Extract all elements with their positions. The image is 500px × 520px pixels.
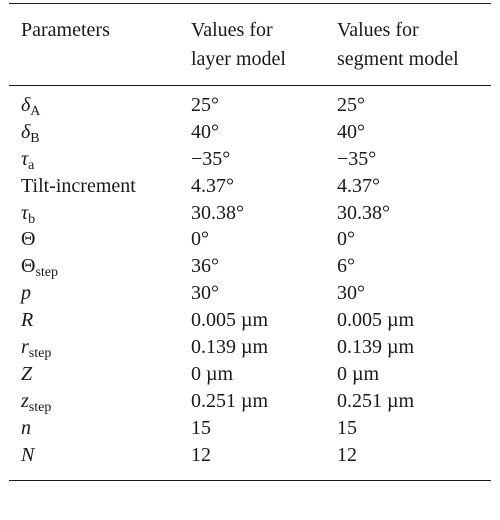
parameter-symbol: n: [21, 416, 31, 439]
table-row: [9, 119, 491, 146]
parameter-subscript: b: [28, 211, 36, 227]
segment-value-cell: 0.005 µm: [337, 309, 415, 332]
header-parameters: [9, 16, 191, 74]
layer-value-cell: 12: [191, 443, 211, 466]
layer-value-cell: 30°: [191, 282, 219, 305]
header-layer-line2: layer model: [191, 48, 286, 70]
header-parameters-label: Parameters: [21, 19, 110, 41]
layer-value-cell: 36°: [191, 255, 219, 278]
parameter-subscript: a: [28, 157, 35, 173]
table-row: [9, 253, 491, 280]
segment-value-cell: 6°: [337, 255, 355, 278]
table-row: [9, 307, 491, 334]
parameter-cell: [9, 202, 191, 225]
table-row: [9, 361, 491, 388]
parameter-symbol: δ: [21, 93, 31, 116]
parameter-subscript: step: [35, 265, 59, 281]
segment-value-cell: −35°: [337, 147, 377, 170]
table-row: [9, 415, 491, 442]
header-layer-model: [191, 16, 337, 74]
parameter-cell: [9, 121, 191, 144]
parameter-subscript: step: [28, 345, 52, 361]
layer-value-cell: 0.251 µm: [191, 389, 269, 412]
parameter-subscript: B: [30, 130, 40, 146]
segment-value-cell: 40°: [337, 120, 365, 143]
header-layer-line1: Values for: [191, 19, 273, 41]
parameter-symbol: Θ: [21, 228, 36, 251]
parameter-symbol: Z: [21, 362, 33, 385]
table-row: [9, 334, 491, 361]
table-body: [9, 86, 491, 468]
segment-value-cell: 0°: [337, 228, 355, 251]
segment-value-cell: 4.37°: [337, 174, 380, 197]
table-row: [9, 388, 491, 415]
header-segment-line2: segment model: [337, 48, 459, 70]
parameter-symbol: δ: [21, 120, 31, 143]
table-row: [9, 200, 491, 227]
parameter-subscript: A: [30, 103, 41, 119]
parameter-symbol: τ: [21, 147, 29, 170]
segment-value-cell: 0.139 µm: [337, 335, 415, 358]
segment-value-cell: 0 µm: [337, 362, 380, 385]
segment-value-cell: 12: [337, 443, 357, 466]
layer-value-cell: 0°: [191, 228, 209, 251]
parameters-table: [9, 2, 491, 481]
parameter-cell: [9, 363, 191, 386]
parameter-symbol: τ: [21, 201, 29, 224]
bottom-rule: [9, 480, 491, 481]
parameter-cell: [9, 309, 191, 332]
parameter-cell: [9, 94, 191, 117]
segment-value-cell: 30°: [337, 282, 365, 305]
parameter-symbol: R: [21, 309, 34, 332]
layer-value-cell: 0 µm: [191, 362, 234, 385]
segment-value-cell: 15: [337, 416, 357, 439]
parameter-cell: [9, 444, 191, 467]
parameter-cell: [9, 282, 191, 305]
parameter-symbol: r: [21, 335, 29, 358]
parameter-cell: [9, 175, 191, 198]
table-row: [9, 92, 491, 119]
parameter-symbol: p: [21, 282, 31, 305]
table-row: [9, 173, 491, 200]
segment-value-cell: 25°: [337, 93, 365, 116]
parameter-cell: [9, 390, 191, 413]
parameter-subscript: step: [28, 399, 52, 415]
parameter-symbol: N: [21, 443, 35, 466]
layer-value-cell: 30.38°: [191, 201, 244, 224]
parameter-symbol: Tilt-increment: [21, 174, 136, 197]
segment-value-cell: 30.38°: [337, 201, 390, 224]
layer-value-cell: 4.37°: [191, 174, 234, 197]
layer-value-cell: 25°: [191, 93, 219, 116]
parameter-cell: [9, 417, 191, 440]
header-segment-model: [337, 16, 491, 74]
layer-value-cell: −35°: [191, 147, 231, 170]
table-header: [9, 4, 491, 74]
layer-value-cell: 0.139 µm: [191, 335, 269, 358]
layer-value-cell: 40°: [191, 120, 219, 143]
table-row: [9, 146, 491, 173]
segment-value-cell: 0.251 µm: [337, 389, 415, 412]
layer-value-cell: 15: [191, 416, 211, 439]
header-segment-line1: Values for: [337, 19, 419, 41]
table-row: [9, 226, 491, 253]
parameter-cell: [9, 336, 191, 359]
parameter-symbol: z: [21, 389, 29, 412]
parameter-cell: [9, 255, 191, 281]
table-row: [9, 280, 491, 307]
table-row: [9, 442, 491, 469]
layer-value-cell: 0.005 µm: [191, 309, 269, 332]
parameter-cell: [9, 228, 191, 251]
parameter-cell: [9, 148, 191, 171]
parameter-symbol: Θ: [21, 255, 36, 278]
